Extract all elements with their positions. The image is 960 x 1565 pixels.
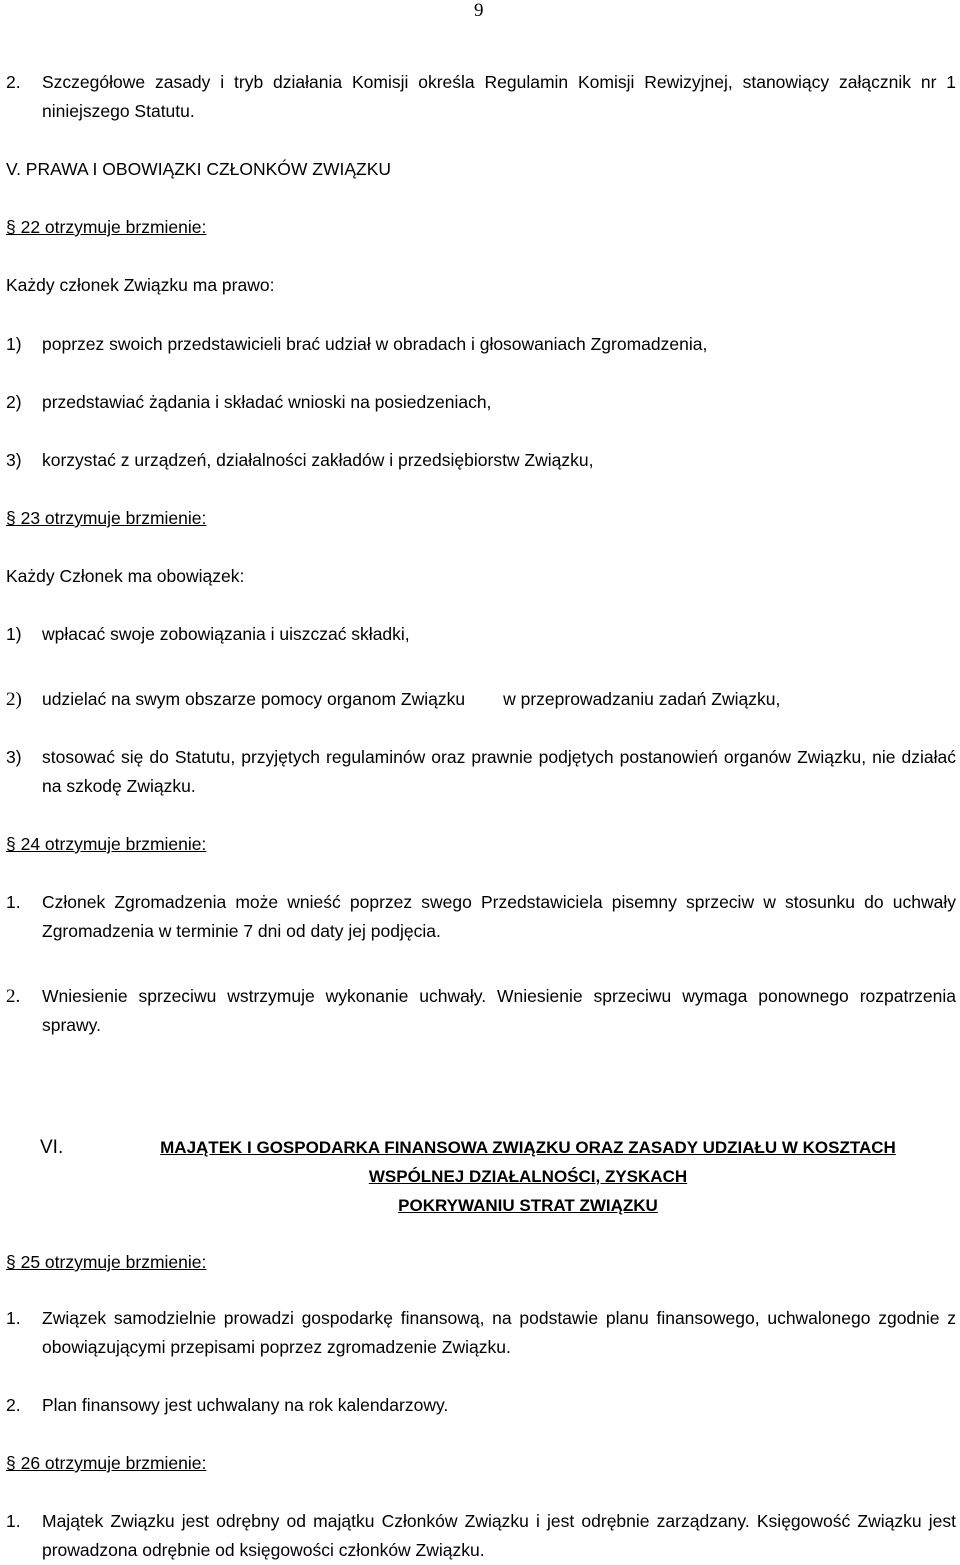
section-23-heading: § 23 otrzymuje brzmienie: bbox=[6, 508, 207, 528]
item-number: 2) bbox=[6, 392, 22, 412]
list-item bbox=[6, 1304, 956, 1362]
item-number: 1. bbox=[6, 1511, 21, 1531]
list-item bbox=[6, 330, 956, 359]
item-text: Związek samodzielnie prowadzi gospodarkę finansową, na podstawie planu finansowego, uchwalonego zgodnie z obowiązującymi przepisami poprzez zgromadzenie Związku. bbox=[42, 1308, 956, 1357]
item-number: 2. bbox=[6, 72, 21, 92]
section-22-heading: § 22 otrzymuje brzmienie: bbox=[6, 217, 207, 237]
chapter-vi-number: VI. bbox=[40, 1137, 64, 1158]
chapter-vi-title-line: MAJĄTEK I GOSPODARKA FINANSOWA ZWIĄZKU ORAZ ZASADY UDZIAŁU W KOSZTACH bbox=[160, 1138, 896, 1157]
item-number: 3) bbox=[6, 450, 22, 470]
item-text: Członek Zgromadzenia może wnieść poprzez swego Przedstawiciela pisemny sprzeciw w stosunku do uchwały Zgromadzenia w terminie 7 dni od daty jej podjęcia. bbox=[42, 892, 956, 941]
item-number: 1. bbox=[6, 892, 21, 912]
item-number: 3) bbox=[6, 747, 22, 767]
item-number: 2) bbox=[6, 689, 22, 710]
item-text: Wniesienie sprzeciwu wstrzymuje wykonanie uchwały. Wniesienie sprzeciwu wymaga ponownego rozpatrzenia sprawy. bbox=[42, 986, 956, 1035]
chapter-vi-heading bbox=[40, 1133, 956, 1220]
section-25-heading: § 25 otrzymuje brzmienie: bbox=[6, 1252, 207, 1272]
section-26-heading: § 26 otrzymuje brzmienie: bbox=[6, 1453, 207, 1473]
item-text: stosować się do Statutu, przyjętych regulaminów oraz prawnie podjętych postanowień organów Związku, nie działać na szkodę Związku. bbox=[42, 747, 956, 796]
item-text-part-b: w przeprowadzaniu zadań Związku, bbox=[503, 689, 781, 709]
item-number: 1. bbox=[6, 1308, 21, 1328]
list-item bbox=[6, 888, 956, 946]
list-item bbox=[6, 743, 956, 801]
section-24-heading: § 24 otrzymuje brzmienie: bbox=[6, 834, 207, 854]
list-item bbox=[6, 620, 956, 649]
list-item bbox=[6, 982, 956, 1040]
item-text: przedstawiać żądania i składać wnioski na posiedzeniach, bbox=[42, 392, 492, 412]
item-text: Majątek Związku jest odrębny od majątku Członków Związku i jest odrębnie zarządzany. Księgowość Związku jest prowadzona odrębnie od księgowości członków Związku. bbox=[42, 1511, 956, 1560]
list-item bbox=[6, 1507, 956, 1565]
item-text: poprzez swoich przedstawicieli brać udział w obradach i głosowaniach Zgromadzenia, bbox=[42, 334, 708, 354]
chapter-vi-title-line: WSPÓLNEJ DZIAŁALNOŚCI, ZYSKACH bbox=[368, 1167, 688, 1186]
paragraph-commission-rules bbox=[6, 68, 956, 126]
section-22-intro: Każdy członek Związku ma prawo: bbox=[6, 275, 275, 295]
item-text: Plan finansowy jest uchwalany na rok kalendarzowy. bbox=[42, 1395, 449, 1415]
list-item bbox=[6, 446, 956, 475]
page-number: 9 bbox=[474, 0, 484, 21]
item-number: 1) bbox=[6, 624, 22, 644]
list-item bbox=[6, 388, 956, 417]
list-item bbox=[6, 1391, 956, 1420]
chapter-v-title: V. PRAWA I OBOWIĄZKI CZŁONKÓW ZWIĄZKU bbox=[6, 159, 392, 179]
item-number: 1) bbox=[6, 334, 22, 354]
item-text-part-a: udzielać na swym obszarze pomocy organom Związku bbox=[42, 689, 466, 709]
chapter-vi-title bbox=[100, 1133, 956, 1220]
item-text: korzystać z urządzeń, działalności zakładów i przedsiębiorstw Związku, bbox=[42, 450, 594, 470]
chapter-vi-title-line: POKRYWANIU STRAT ZWIĄZKU bbox=[398, 1196, 658, 1215]
item-number: 2. bbox=[6, 1395, 21, 1415]
section-23-intro: Każdy Członek ma obowiązek: bbox=[6, 566, 245, 586]
list-item bbox=[6, 685, 956, 714]
item-text: wpłacać swoje zobowiązania i uiszczać składki, bbox=[42, 624, 410, 644]
item-text: Szczegółowe zasady i tryb działania Komisji określa Regulamin Komisji Rewizyjnej, stanowiący załącznik nr 1 niniejszego Statutu. bbox=[42, 72, 956, 121]
item-number: 2. bbox=[6, 986, 21, 1007]
